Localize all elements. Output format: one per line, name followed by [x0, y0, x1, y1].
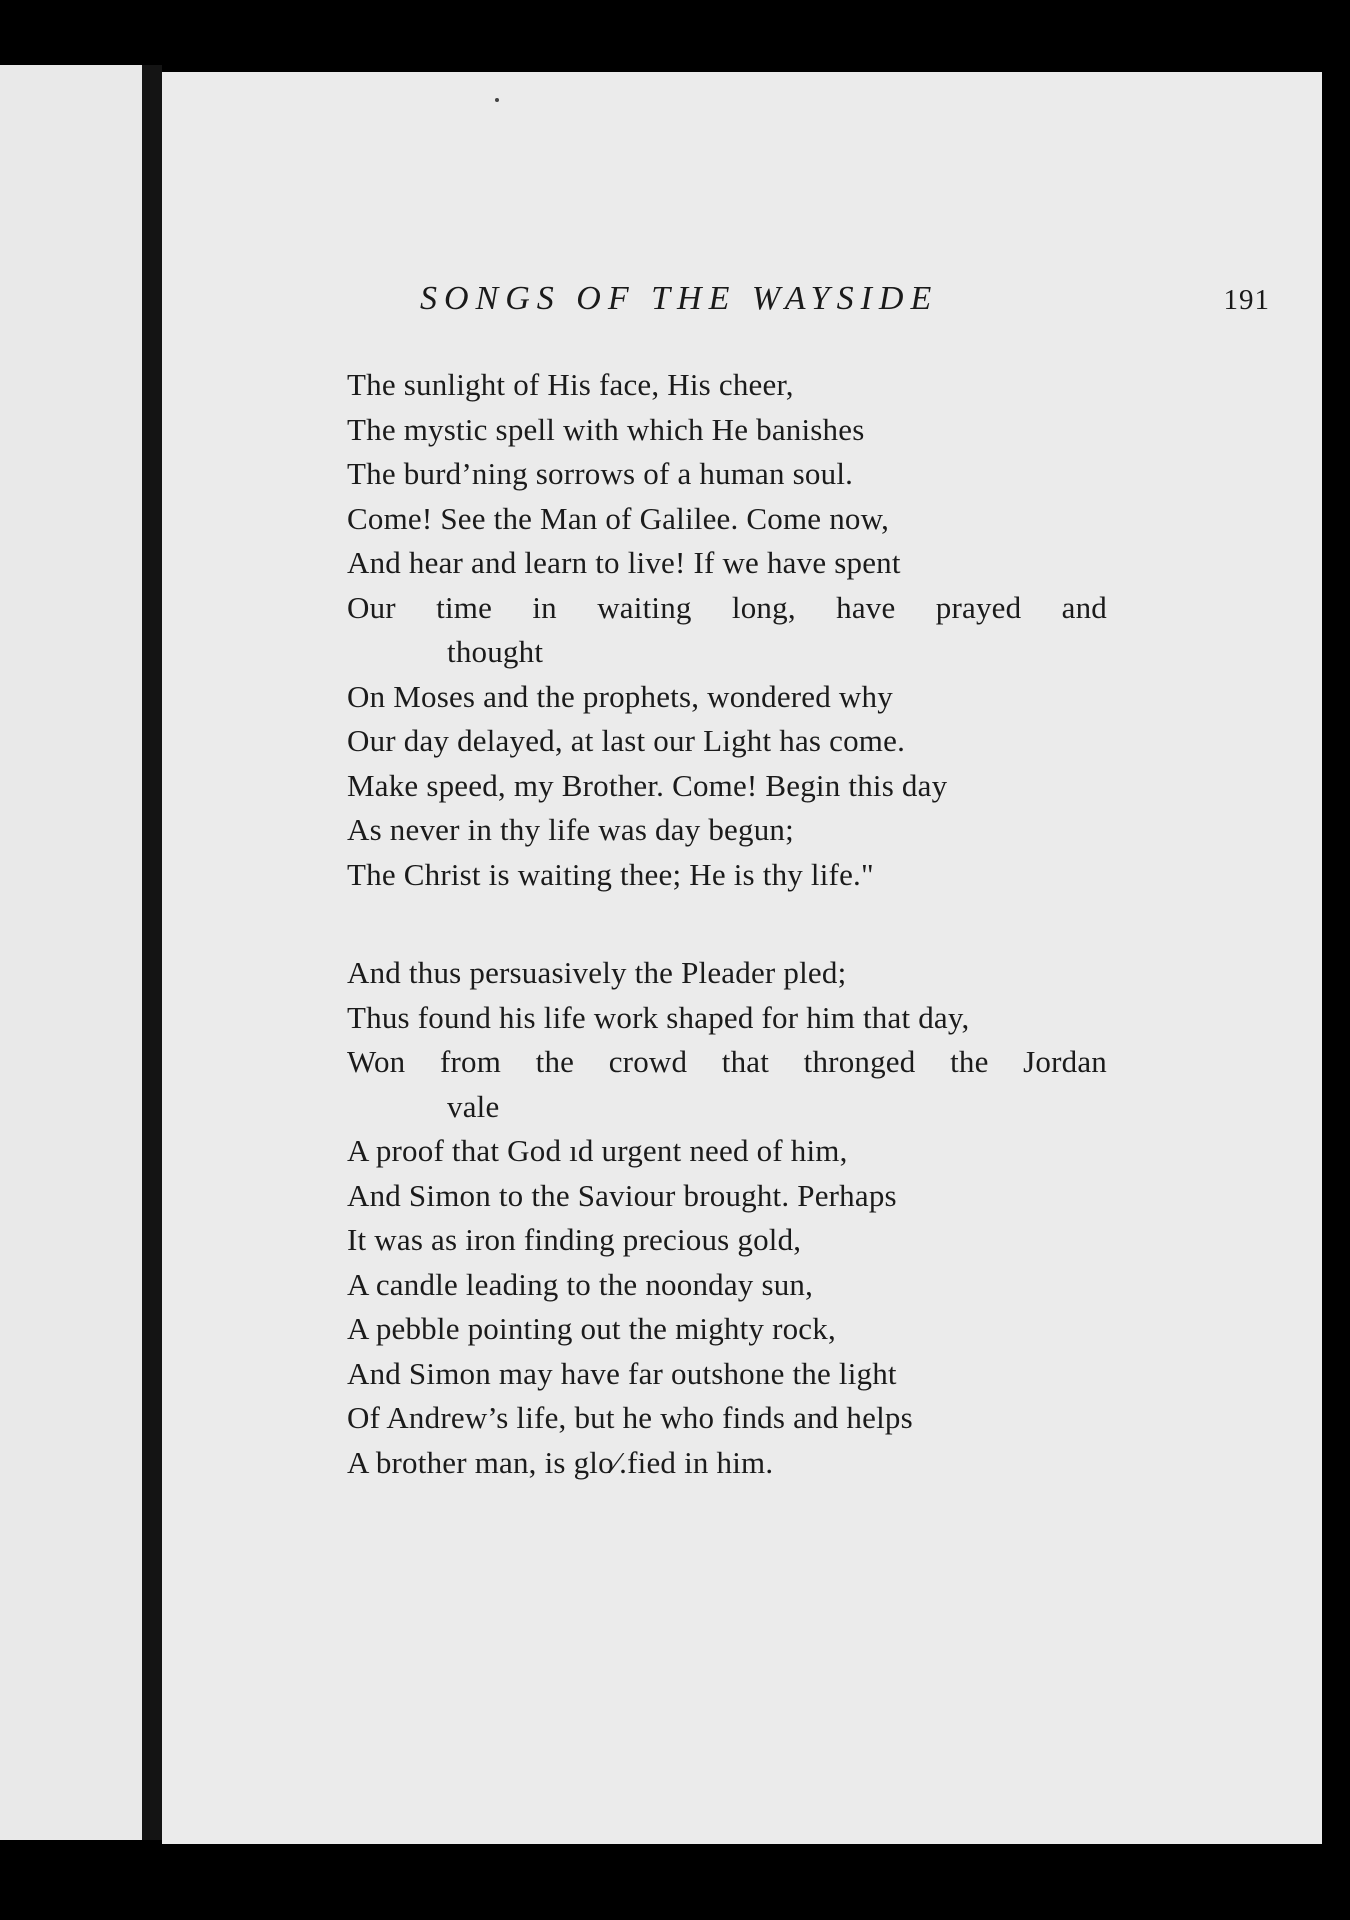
poem-text	[347, 363, 1287, 1485]
poem-line: A pebble pointing out the mighty rock,	[347, 1311, 836, 1346]
poem-line: A brother man, is glo⁄.fied in him.	[347, 1444, 774, 1480]
poem-line: The sunlight of His face, His cheer,	[347, 367, 794, 402]
page-number: 191	[1223, 284, 1270, 316]
poem-line: Make speed, my Brother. Come! Begin this day	[347, 767, 948, 803]
poem-line: Won from the crowd that thronged the Jordan	[347, 1044, 1107, 1079]
poem-line: And thus persuasively the Pleader pled;	[347, 955, 847, 990]
stanza-break	[347, 897, 1287, 951]
poem-line: And Simon to the Saviour brought. Perhaps	[347, 1177, 897, 1213]
poem-line: Our day delayed, at last our Light has come.	[347, 723, 906, 758]
poem-line: Our time in waiting long, have prayed and	[347, 589, 1107, 625]
poem-line: The burd’ning sorrows of a human soul.	[347, 456, 854, 491]
paper-speck	[495, 98, 499, 102]
facing-page-edge	[0, 65, 142, 1840]
poem-line: The Christ is waiting thee; He is thy life."	[347, 856, 874, 892]
book-spine	[142, 65, 162, 1840]
poem-line: And Simon may have far outshone the light	[347, 1355, 897, 1391]
poem-line: On Moses and the prophets, wondered why	[347, 678, 893, 714]
poem-line: A candle leading to the noonday sun,	[347, 1266, 814, 1302]
poem-line-continuation: vale	[447, 1088, 500, 1124]
poem-line: And hear and learn to live! If we have spent	[347, 545, 901, 580]
poem-line: Of Andrew’s life, but he who finds and helps	[347, 1400, 913, 1435]
poem-line: The mystic spell with which He banishes	[347, 411, 865, 447]
poem-line: Thus found his life work shaped for him that day,	[347, 999, 970, 1035]
poem-line: A proof that God ıd urgent need of him,	[347, 1133, 848, 1168]
book-page	[162, 72, 1322, 1844]
poem-line: As never in thy life was day begun;	[347, 812, 794, 847]
poem-line: Come! See the Man of Galilee. Come now,	[347, 500, 890, 536]
running-header	[420, 280, 1270, 340]
poem-line: It was as iron finding precious gold,	[347, 1222, 802, 1257]
running-title: SONGS OF THE WAYSIDE	[420, 280, 939, 317]
poem-line-continuation: thought	[447, 634, 544, 669]
